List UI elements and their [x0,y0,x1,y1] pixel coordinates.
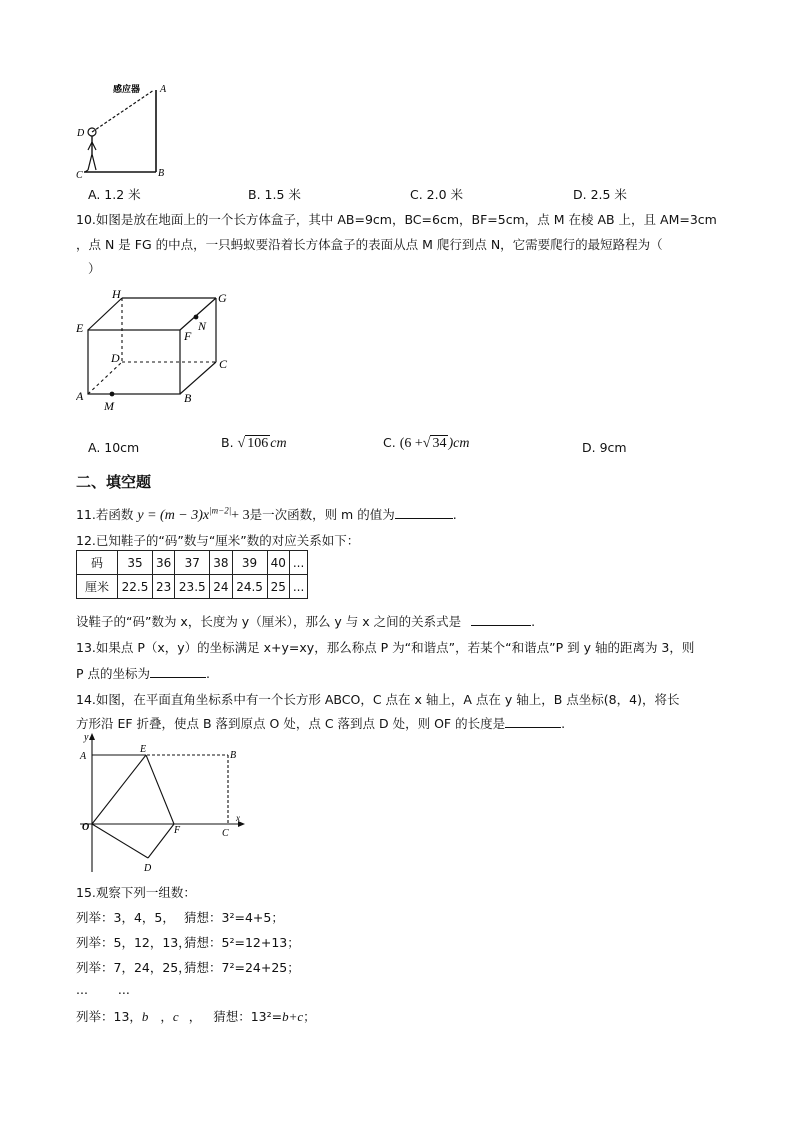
label-m: M [104,399,114,413]
q15-row-guess-label: 猜想： [184,960,222,975]
q15-row-guess-label: 猜想： [184,935,222,950]
section-title: 二、填空题 [76,473,152,491]
shoe-size-table [76,550,308,599]
label-e: E [76,321,84,335]
q13-end: . [206,666,210,681]
q15-intro: 15.观察下列一组数： [76,885,196,900]
q9-option-d: D. 2.5 米 [573,187,627,202]
q13-line2 [76,664,210,682]
q15-last-guess-label: 猜想： [213,1009,251,1024]
table-cell: 40 [267,551,289,575]
q10-line2: ，点 N 是 FG 的中点，一只蚂蚁要沿着长方体盒子的表面从点 M 爬行到点 N，它需要爬行的最短路程为（ [76,237,663,252]
table-cell: 39 [232,551,267,575]
table-cell: 38 [210,551,232,575]
label-h: H [112,287,121,301]
q15-dots [76,982,130,997]
q10-option-b-radicand: 106 [247,436,269,451]
q11-suffix: 是一次函数，则 m 的值为 [249,507,395,522]
label-e: E [140,744,147,755]
q15-var-c: c [172,1009,179,1024]
table-cell: ... [289,551,307,575]
label-o: O [82,822,90,833]
q15-sep: ， [160,1009,173,1024]
q15-last-prefix: 列举：13， [76,1009,142,1024]
q11-answer-blank[interactable] [395,506,453,519]
q15-row-list: 列举：3，4，5， [76,910,175,925]
q9-option-a: A. 1.2 米 [88,187,141,202]
q14-line1: 14.如图，在平面直角坐标系中有一个长方形 ABCO，C 点在 x 轴上，A 点在 y 轴上，B 点坐标(8，4)，将长 [76,692,680,707]
sensor-label: 感应器 [113,85,141,95]
q10-option-d: D. 9cm [582,440,627,455]
q11-formula-tail: + 3 [231,508,250,523]
q10-option-b [221,435,287,452]
label-f: F [184,329,192,343]
label-a: A [76,389,84,403]
q15-row [76,933,300,951]
label-b: B [230,750,237,761]
q15-row-guess: 5²=12+13； [221,935,300,950]
q15-row-guess: 7²=24+25； [221,960,300,975]
sqrt-sign: √ [422,436,431,451]
q11-formula-exp: |m−2| [209,505,232,516]
table-cell: ... [289,575,307,599]
table-cell: 37 [175,551,210,575]
table-row [77,551,308,575]
q10-option-c-prefix: C. [383,435,396,450]
q9-option-b: B. 1.5 米 [248,187,301,202]
q15-last-row [76,1007,316,1025]
q12-answer-blank[interactable] [471,613,531,626]
q11 [76,505,457,524]
table-cell: 厘米 [77,575,118,599]
label-y: y [84,732,89,743]
sqrt-sign: √ [237,436,246,451]
table-cell: 23.5 [175,575,210,599]
q11-formula [137,505,250,523]
q15-row-list: 列举：7，24，25， [76,960,191,975]
table-cell: 36 [153,551,175,575]
label-a: A [160,84,167,95]
label-c: C [219,357,228,371]
table-row [77,575,308,599]
q10-option-c-close: )cm [448,436,470,451]
label-d: D [144,863,152,874]
q14-line2-text: 方形沿 EF 折叠，使点 B 落到原点 O 处，点 C 落到点 D 处，则 OF 的长度是 [76,716,506,731]
q15-row-guess: 3²=4+5； [221,910,284,925]
label-a: A [80,751,87,762]
q11-formula-main: y = (m − 3)x [137,508,210,523]
q15-row [76,958,300,976]
q11-prefix: 11.若函数 [76,507,134,522]
q13-line1: 13.如果点 P（x，y）的坐标满足 x+y=xy，那么称点 P 为“和谐点”，若某个“和谐点”P 到 y 轴的距离为 3，则 [76,640,695,655]
q12-end: . [531,614,536,629]
table-cell: 24 [210,575,232,599]
table-cell: 35 [118,551,153,575]
q15-last-end: ； [303,1009,316,1024]
q10-option-a: A. 10cm [88,440,140,455]
q15-row-guess-label: 猜想： [184,910,222,925]
q10-option-b-unit: cm [270,436,287,451]
q9-diagram [76,80,176,180]
label-d: D [77,128,85,139]
q15-row [76,908,284,926]
q12-after-text: 设鞋子的“码”数为 x，长度为 y（厘米），那么 y 与 x 之间的关系式是 [76,614,462,629]
q9-figure [76,80,176,180]
q10-option-c-open: (6 + [399,436,423,451]
q10-figure [76,286,236,416]
q10-line3: ） [88,261,101,276]
q15-sep: ， [188,1009,202,1024]
label-n: N [198,319,207,333]
q10-option-c-radicand: 34 [432,436,447,451]
q14-end: . [561,716,566,731]
q15-last-guess-num: 13²= [250,1009,283,1024]
label-b: B [158,168,165,179]
q15-var-b: b [141,1009,149,1024]
table-cell: 22.5 [118,575,153,599]
label-g: G [218,291,227,305]
q14-figure [76,730,256,878]
q13-line2-text: P 点的坐标为 [76,666,151,681]
q9-option-c: C. 2.0 米 [410,187,464,202]
q13-answer-blank[interactable] [150,665,206,678]
q11-end: . [452,507,457,522]
q15-last-guess-expr: b+c [282,1009,304,1024]
label-x: x [236,813,240,823]
q12-intro: 12.已知鞋子的“码”数与“厘米”数的对应关系如下： [76,533,360,548]
table-cell: 24.5 [232,575,267,599]
q10-line1: 10.如图是放在地面上的一个长方体盒子，其中 AB=9cm，BC=6cm，BF=5cm，点 M 在棱 AB 上，且 AM=3cm [76,212,717,227]
label-d: D [111,351,120,365]
table-cell: 23 [153,575,175,599]
q14-answer-blank[interactable] [505,715,561,728]
q12-after [76,612,535,630]
q10-option-c [383,435,469,452]
q15-row-list: 列举：5，12，13， [76,935,191,950]
label-b: B [184,391,192,405]
table-cell: 码 [77,551,118,575]
ellipsis: ... [76,982,88,997]
label-f: F [174,825,181,836]
q10-option-b-prefix: B. [221,435,234,450]
ellipsis: ... [117,982,130,997]
box-diagram [76,286,236,416]
label-c: C [76,170,83,180]
folding-diagram [76,730,256,878]
table-cell: 25 [267,575,289,599]
label-c: C [222,828,229,839]
